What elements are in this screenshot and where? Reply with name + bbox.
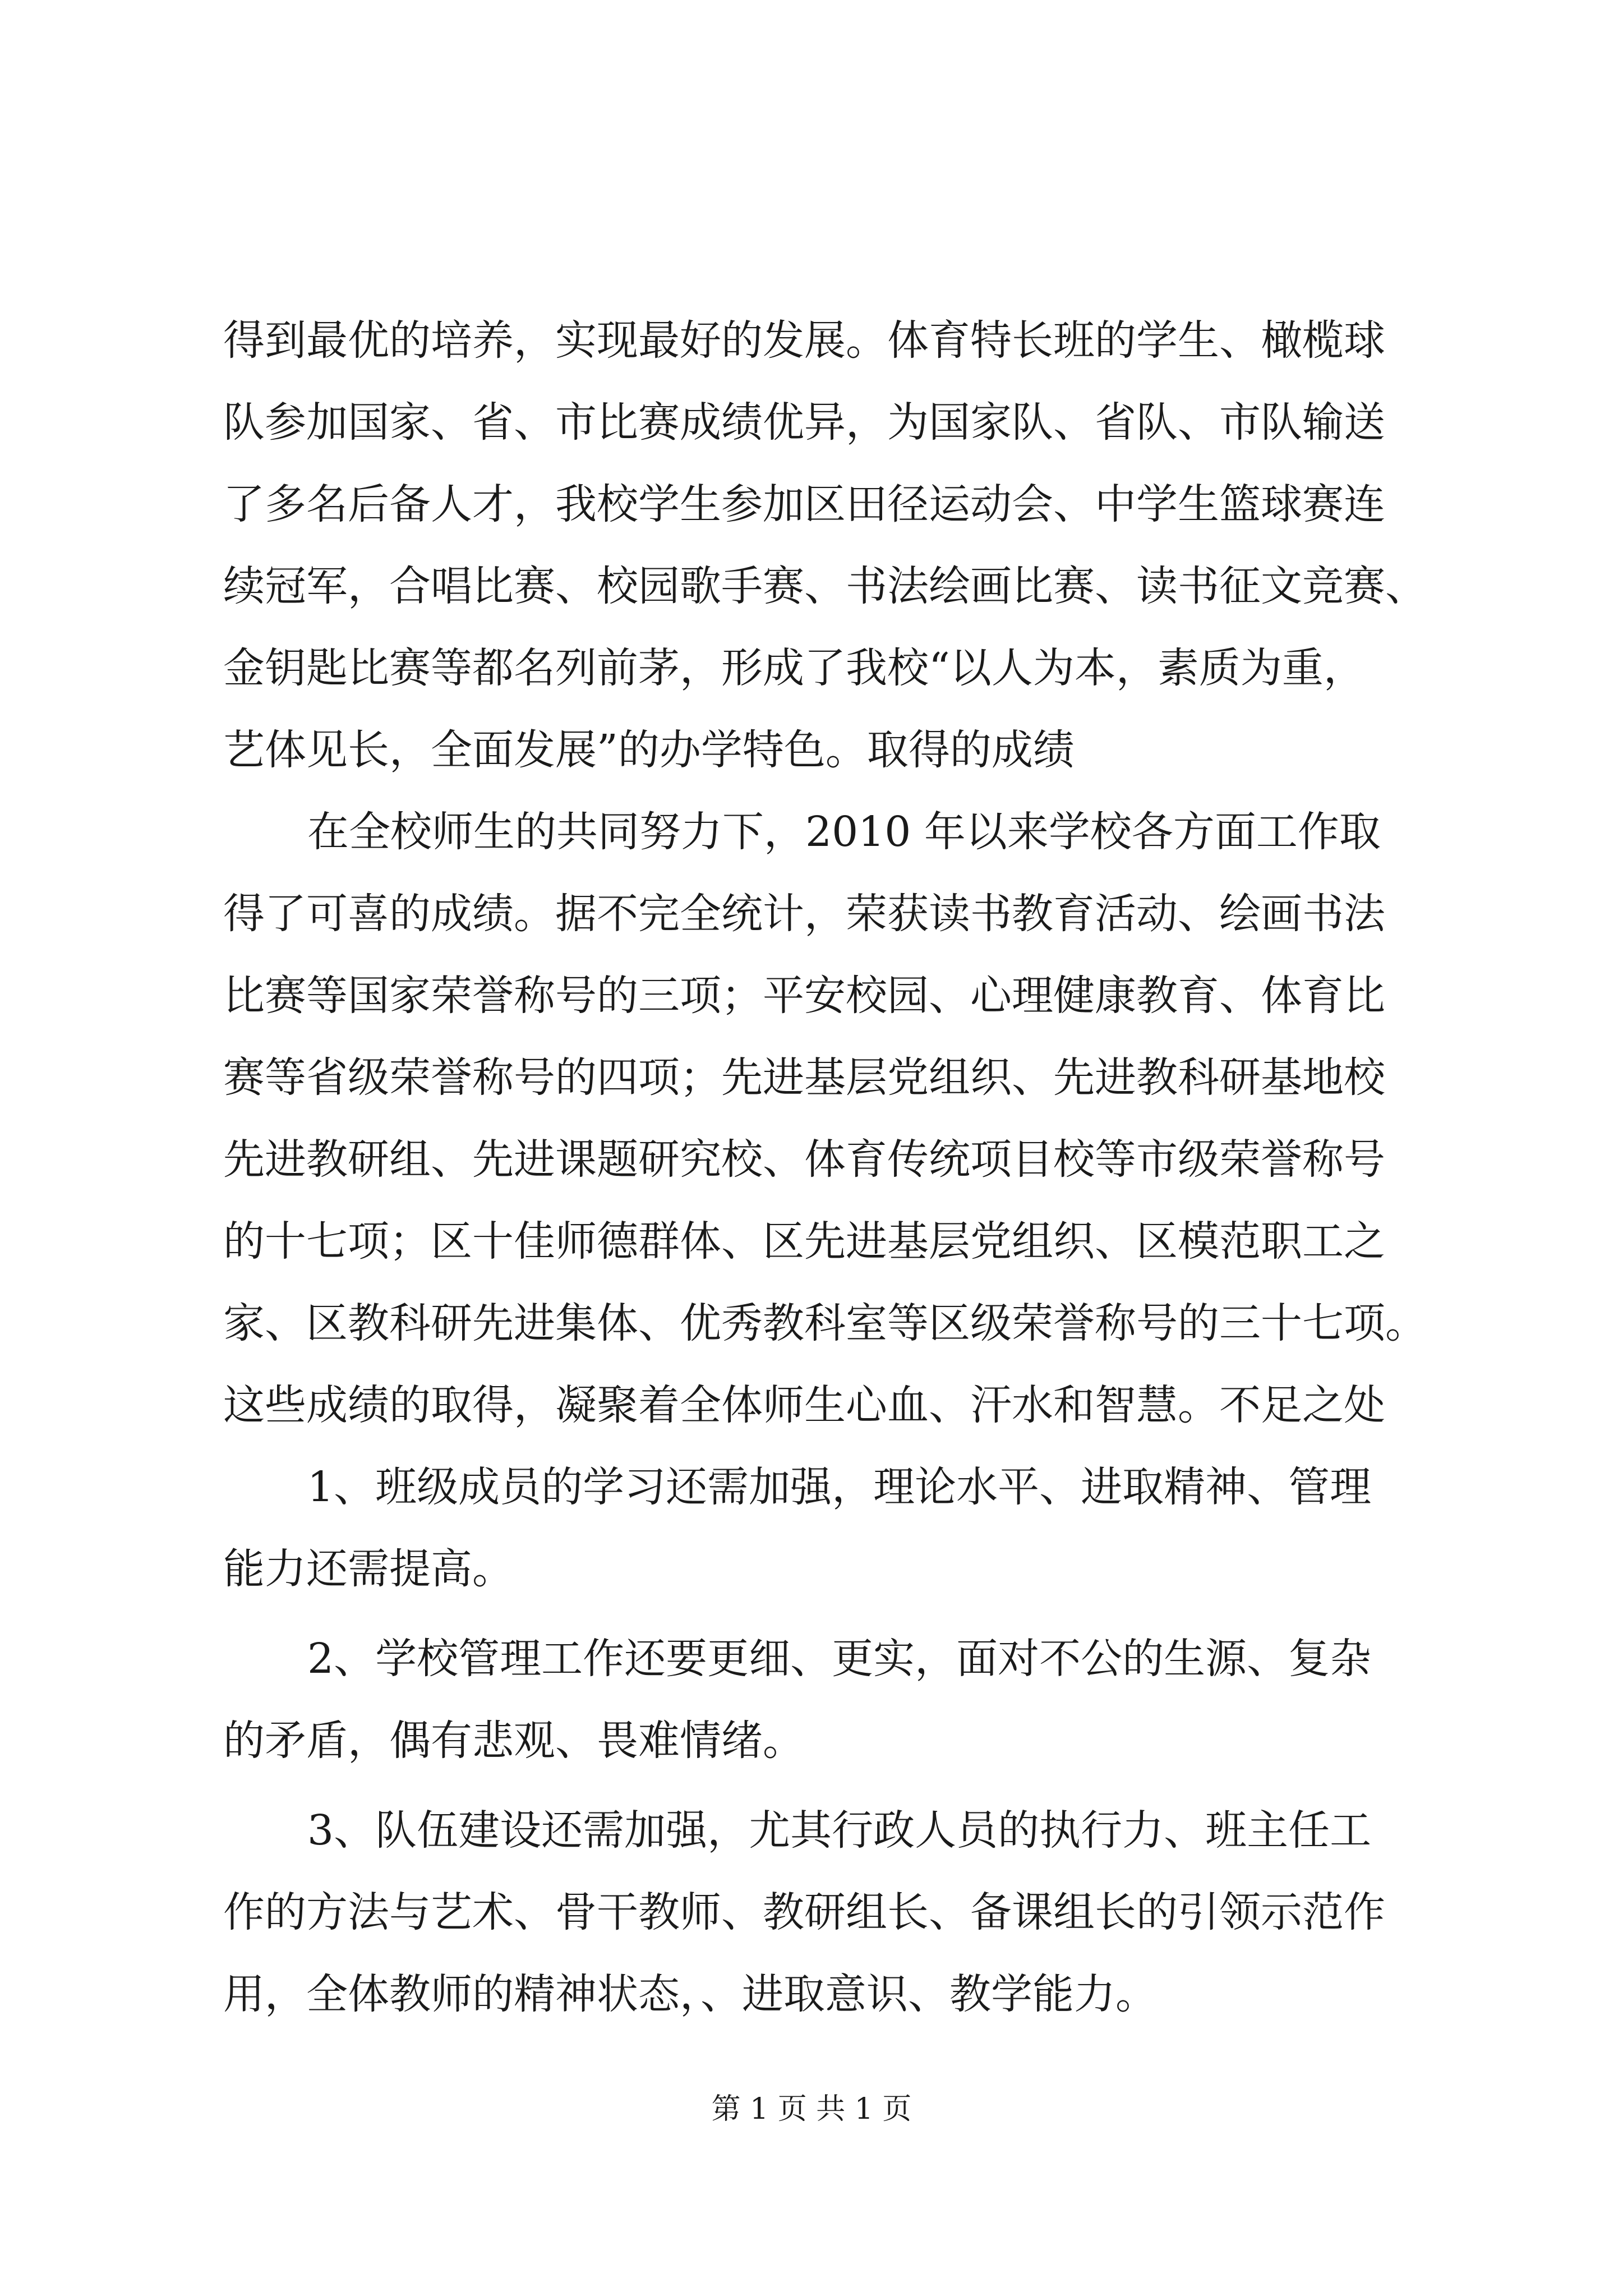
- text-line: 2、学校管理工作还要更细、更实，面对不公的生源、复杂: [307, 1635, 1372, 1683]
- text-line: 这些成绩的取得，凝聚着全体师生心血、汗水和智慧。不足之处: [223, 1381, 1385, 1429]
- text-line: 家、区教科研先进集体、优秀教科室等区级荣誉称号的三十七项。: [223, 1299, 1427, 1347]
- text-line: 3、队伍建设还需加强，尤其行政人员的执行力、班主任工: [307, 1806, 1372, 1855]
- text-line: 队参加国家、省、市比赛成绩优异，为国家队、省队、市队输送: [223, 398, 1385, 447]
- text-line: 续冠军，合唱比赛、校园歌手赛、书法绘画比赛、读书征文竞赛、: [223, 562, 1427, 610]
- paragraph-spacing: [223, 1610, 1412, 1618]
- page-number-label: 第 1 页 共 1 页: [711, 2092, 912, 2126]
- text-line: 艺体见长，全面发展”的办学特色。取得的成绩: [223, 726, 1075, 774]
- paragraph-spacing: [223, 1782, 1412, 1789]
- paragraph-5: [223, 1789, 1412, 2035]
- document-body: [223, 300, 1427, 2035]
- text-line: 1、班级成员的学习还需加强，理论水平、进取精神、管理: [307, 1463, 1372, 1511]
- text-line: 的矛盾，偶有悲观、畏难情绪。: [223, 1717, 804, 1765]
- text-line: 得了可喜的成绩。据不完全统计，荣获读书教育活动、绘画书法: [223, 890, 1385, 938]
- text-line: 赛等省级荣誉称号的四项；先进基层党组织、先进教科研基地校: [223, 1053, 1385, 1102]
- text-line: 能力还需提高。: [223, 1545, 514, 1593]
- text-line: 的十七项；区十佳师德群体、区先进基层党组织、区模范职工之: [223, 1217, 1385, 1266]
- paragraph-1: [223, 300, 1427, 791]
- text-line: 用，全体教师的精神状态，、进取意识、教学能力。: [223, 1970, 1157, 2018]
- text-line: 作的方法与艺术、骨干教师、教研组长、备课组长的引领示范作: [223, 1888, 1385, 1936]
- paragraph-2: [223, 791, 1427, 1446]
- text-line: 得到最优的培养，实现最好的发展。体育特长班的学生、橄榄球: [223, 316, 1385, 365]
- text-line: 在全校师生的共同努力下，2010 年以来学校各方面工作取: [307, 808, 1381, 856]
- paragraph-3: [223, 1446, 1412, 1610]
- paragraph-4: [223, 1618, 1412, 1782]
- text-line: 了多名后备人才，我校学生参加区田径运动会、中学生篮球赛连: [223, 480, 1385, 528]
- text-line: 金钥匙比赛等都名列前茅，形成了我校“以人为本，素质为重，: [223, 644, 1365, 692]
- page-footer: [0, 2091, 1623, 2127]
- text-line: 先进教研组、先进课题研究校、体育传统项目校等市级荣誉称号: [223, 1135, 1385, 1184]
- text-line: 比赛等国家荣誉称号的三项；平安校园、心理健康教育、体育比: [223, 972, 1385, 1020]
